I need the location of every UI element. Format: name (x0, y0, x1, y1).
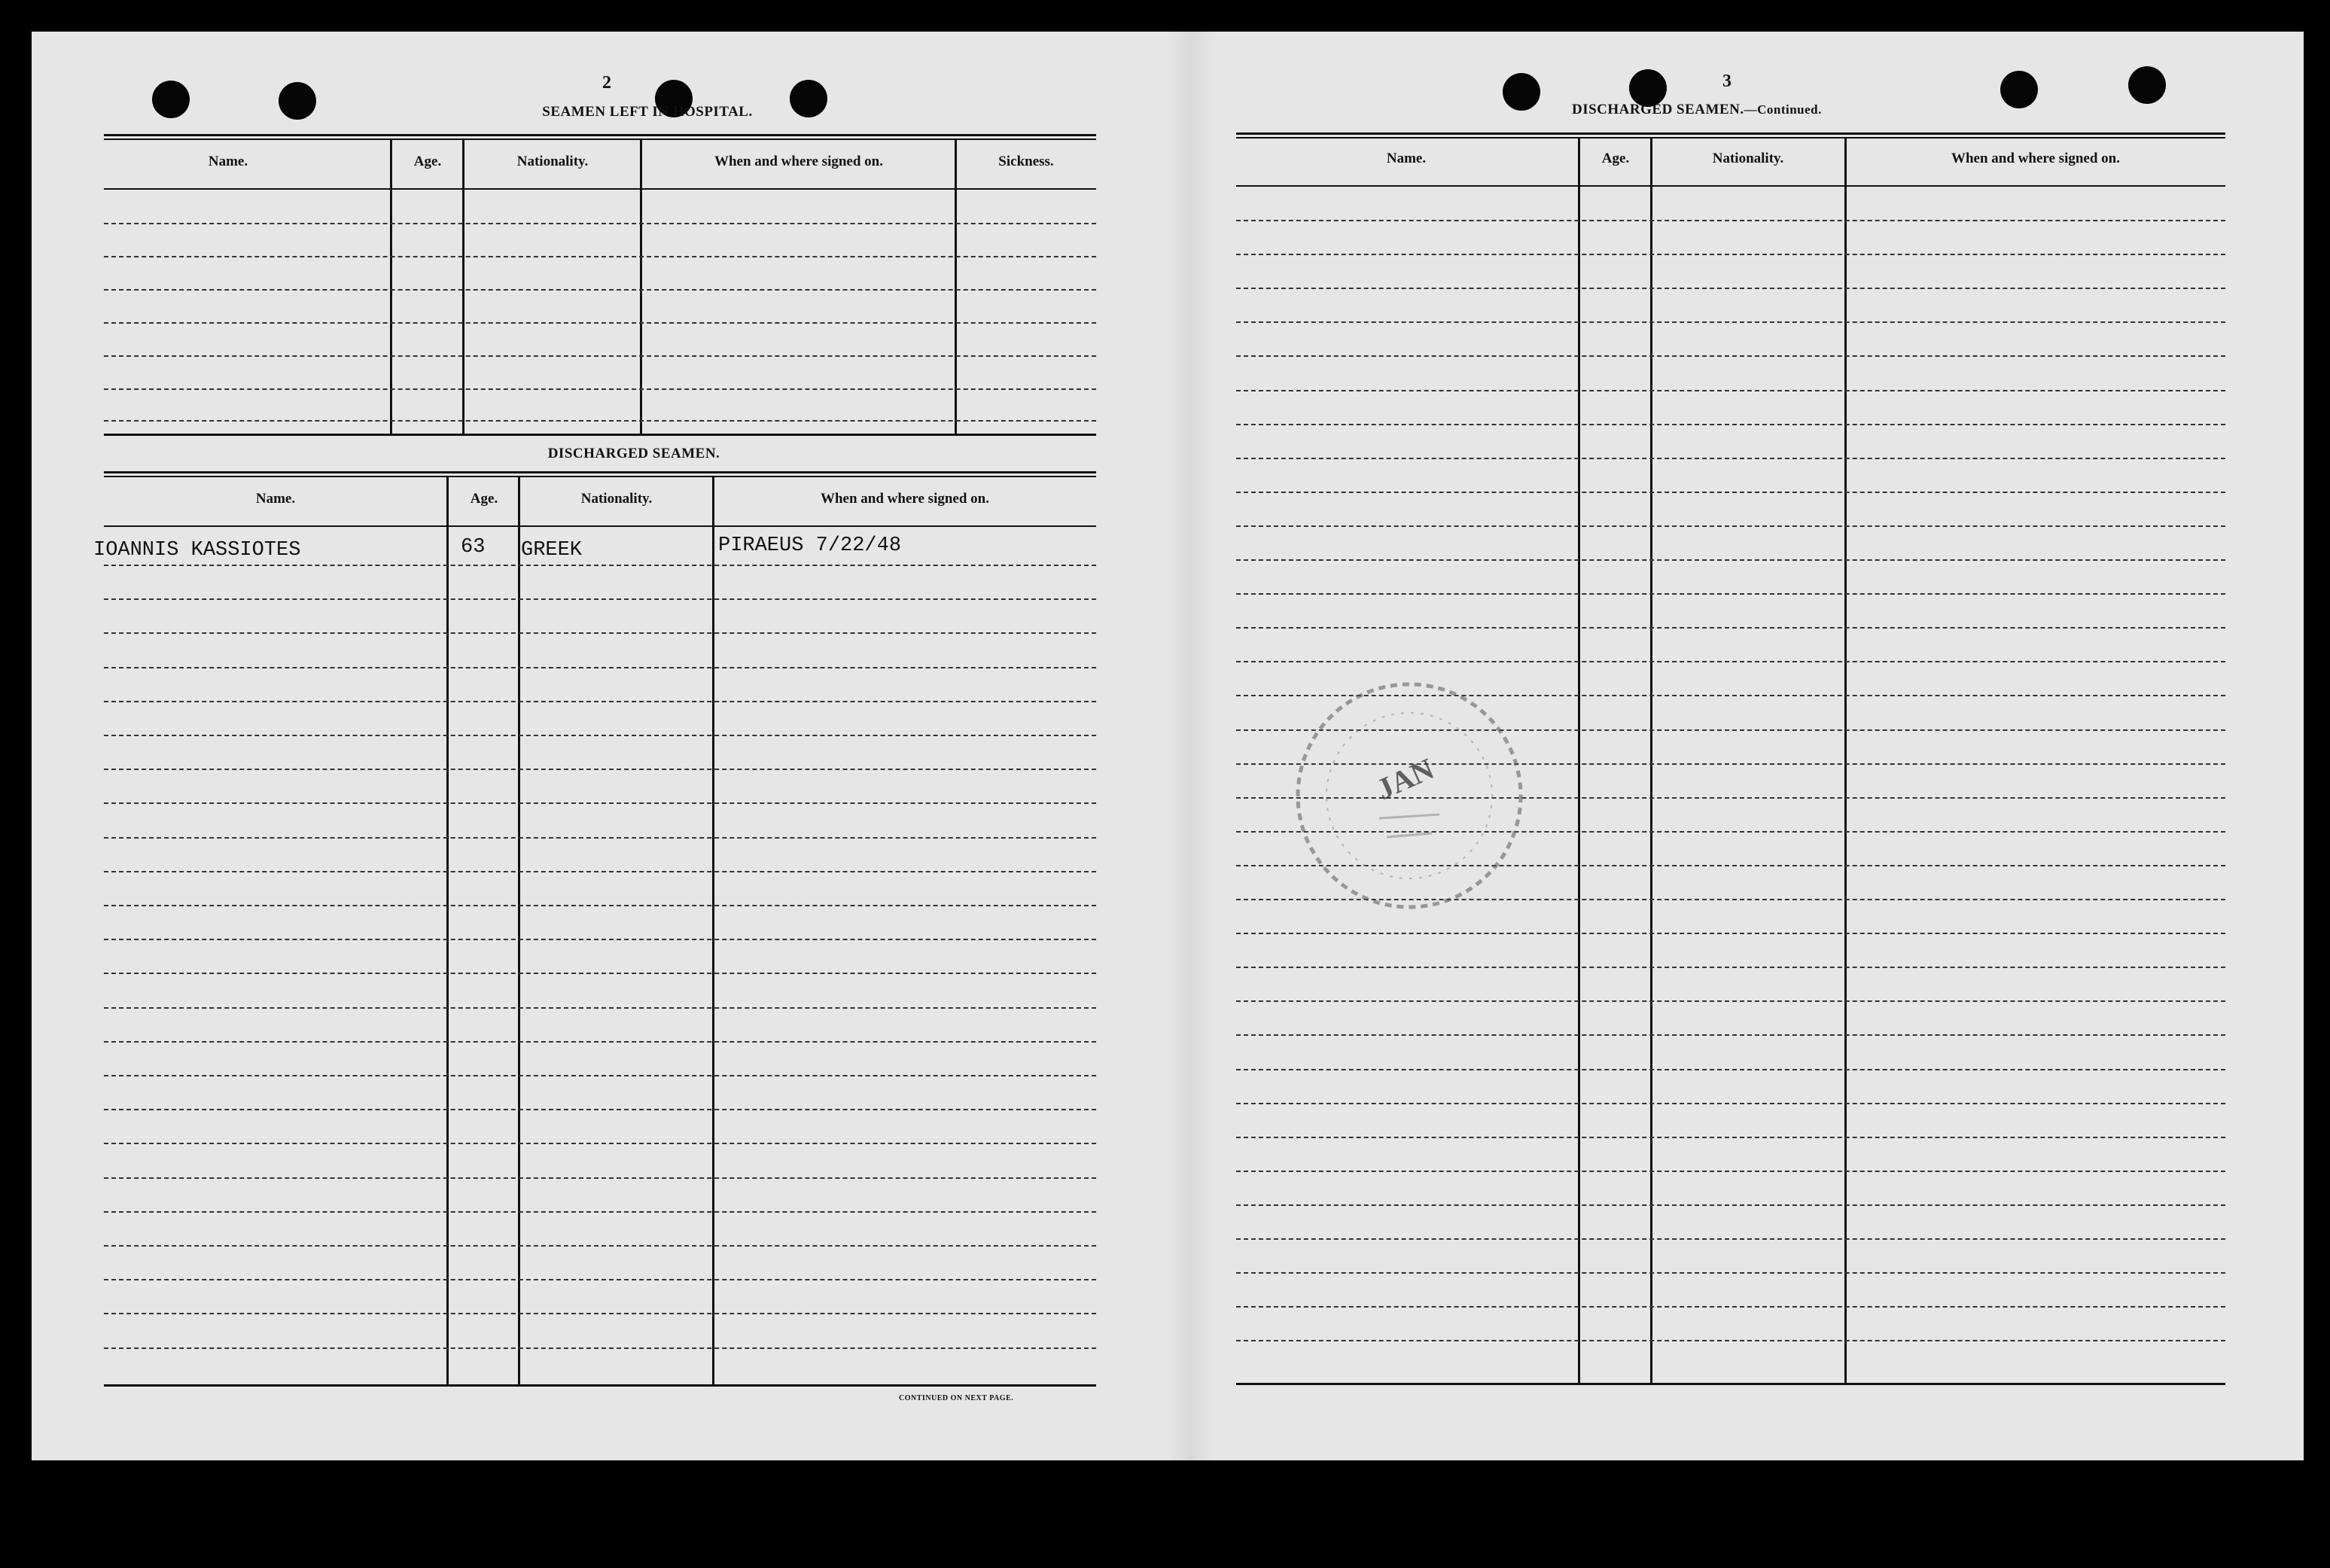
column-divider (446, 477, 449, 1387)
seaman-signed-on: PIRAEUS 7/22/48 (718, 534, 902, 557)
table-bottom-rule (104, 1384, 1096, 1387)
entry-line (1236, 288, 2225, 289)
entry-line (1236, 525, 2225, 527)
column-divider (1844, 139, 1847, 1384)
column-divider (1650, 139, 1652, 1384)
header-underline (104, 188, 1096, 190)
entry-line (104, 939, 1096, 940)
entry-line (104, 1177, 1096, 1179)
entry-line (1236, 593, 2225, 595)
column-header-name: Name. (1386, 151, 1427, 166)
header-underline (104, 525, 1096, 527)
document-sheet (32, 32, 2304, 1460)
seaman-name: IOANNIS KASSIOTES (93, 539, 301, 562)
column-header-signed-on: When and where signed on. (820, 491, 989, 507)
entry-line (104, 1245, 1096, 1247)
page-number: 2 (602, 73, 611, 93)
table-top-rule (1236, 137, 2225, 139)
column-divider (462, 140, 464, 435)
column-divider (390, 140, 392, 435)
entry-line (1236, 933, 2225, 934)
entry-line (1236, 1000, 2225, 1002)
entry-line (1236, 390, 2225, 391)
punch-hole (2000, 71, 2038, 108)
customs-stamp (1289, 675, 1530, 916)
entry-line (1236, 492, 2225, 493)
hospital-section-title: SEAMEN LEFT IN HOSPITAL. (542, 104, 753, 120)
entry-line (104, 1279, 1096, 1280)
title-suffix: —Continued. (1744, 102, 1822, 117)
punch-hole (152, 81, 190, 118)
column-divider (518, 477, 520, 1387)
entry-line (1236, 1238, 2225, 1240)
entry-line (104, 837, 1096, 839)
column-header-age: Age. (470, 491, 498, 507)
entry-line (1236, 220, 2225, 221)
entry-line (1236, 458, 2225, 459)
column-divider (955, 140, 957, 435)
column-header-sickness: Sickness. (998, 154, 1054, 169)
column-divider (640, 140, 642, 435)
table-top-rule (104, 134, 1096, 136)
punch-hole (1503, 73, 1540, 111)
seaman-age: 63 (461, 536, 486, 559)
entry-line (1236, 321, 2225, 323)
entry-line (1236, 1340, 2225, 1341)
punch-hole (279, 82, 316, 120)
entry-line (1236, 661, 2225, 662)
entry-line (1236, 559, 2225, 561)
entry-line (104, 355, 1096, 357)
column-header-nationality: Nationality. (580, 491, 653, 507)
entry-line (104, 1007, 1096, 1009)
entry-line (104, 701, 1096, 702)
table-top-rule (1236, 132, 2225, 135)
entry-line (104, 289, 1096, 291)
entry-line (104, 598, 1096, 600)
header-underline (1236, 185, 2225, 187)
table-top-rule (104, 471, 1096, 473)
entry-line (1236, 424, 2225, 425)
entry-line (104, 871, 1096, 872)
entry-line (104, 1041, 1096, 1043)
entry-line (104, 388, 1096, 390)
section-divider-rule (104, 434, 1096, 436)
entry-line (1236, 1103, 2225, 1104)
entry-line (104, 322, 1096, 324)
page-fold (1168, 32, 1214, 1460)
page-number: 3 (1722, 72, 1732, 91)
continued-note: CONTINUED ON NEXT PAGE. (899, 1394, 1014, 1402)
column-divider (1578, 139, 1580, 1384)
column-header-age: Age. (1601, 151, 1630, 166)
column-divider (712, 477, 714, 1387)
entry-line (104, 420, 1096, 422)
column-header-nationality: Nationality. (1712, 151, 1784, 166)
column-header-age: Age. (413, 154, 442, 169)
entry-line (1236, 355, 2225, 357)
table-top-rule (104, 476, 1096, 477)
entry-line (1236, 254, 2225, 255)
entry-line (104, 667, 1096, 668)
entry-line (1236, 1272, 2225, 1274)
column-header-signed-on: When and where signed on. (1951, 151, 2120, 166)
column-header-signed-on: When and where signed on. (714, 154, 883, 169)
entry-line (104, 1075, 1096, 1076)
entry-line (104, 1313, 1096, 1314)
entry-line (104, 905, 1096, 906)
entry-line (1236, 1204, 2225, 1206)
table-bottom-rule (1236, 1383, 2225, 1385)
discharged-continued-title (1572, 102, 1822, 118)
entry-line (104, 735, 1096, 736)
entry-line (1236, 627, 2225, 629)
title-main: DISCHARGED SEAMEN. (1572, 102, 1744, 117)
entry-line (104, 565, 1096, 566)
entry-line (104, 1211, 1096, 1213)
column-header-name: Name. (208, 154, 248, 169)
entry-line (104, 256, 1096, 257)
entry-line (1236, 1137, 2225, 1138)
stamp-text: JAN (1371, 751, 1439, 807)
entry-line (1236, 1171, 2225, 1172)
entry-line (104, 769, 1096, 770)
entry-line (1236, 1034, 2225, 1036)
entry-line (104, 223, 1096, 224)
entry-line (104, 632, 1096, 634)
seaman-nationality: GREEK (521, 539, 583, 562)
column-header-nationality: Nationality. (516, 154, 589, 169)
entry-line (104, 802, 1096, 804)
entry-line (104, 1143, 1096, 1144)
discharged-section-title: DISCHARGED SEAMEN. (547, 446, 720, 461)
entry-line (104, 1347, 1096, 1349)
entry-line (104, 973, 1096, 974)
entry-line (1236, 1306, 2225, 1308)
punch-hole (2128, 66, 2166, 104)
table-top-rule (104, 139, 1096, 140)
column-header-name: Name. (255, 491, 296, 507)
entry-line (1236, 967, 2225, 968)
entry-line (104, 1109, 1096, 1110)
entry-line (1236, 1069, 2225, 1070)
